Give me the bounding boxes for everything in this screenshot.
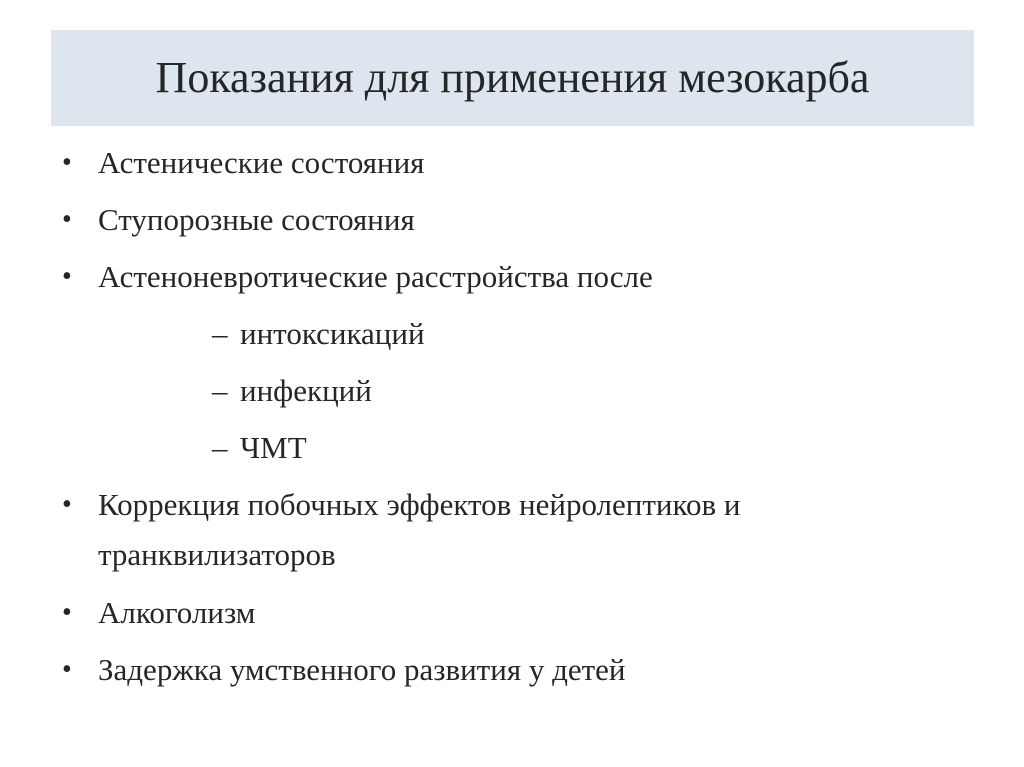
sub-list-item-text: интоксикаций [240,316,425,351]
bullet-icon: • [62,654,72,685]
sub-list-item [0,311,1024,357]
list-item [0,590,1024,636]
list-item-text-continuation: транквилизаторов [98,537,336,572]
list-item-text: Ступорозные состояния [98,202,415,237]
list-item [0,482,1024,528]
bullet-icon: • [62,204,72,235]
list-item-text: Астеноневротические расстройства после [98,259,653,294]
list-item [0,140,1024,186]
sub-list-item [0,425,1024,471]
bullet-icon: • [62,597,72,628]
list-item-text: Задержка умственного развития у детей [98,652,626,687]
dash-icon: – [212,430,228,465]
dash-icon: – [212,373,228,408]
dash-icon: – [212,316,228,351]
bullet-icon: • [62,147,72,178]
slide-title: Показания для применения мезокарба [155,53,870,102]
list-item [0,647,1024,693]
sub-list-item [0,368,1024,414]
list-item [0,197,1024,243]
sub-list-item-text: инфекций [240,373,372,408]
list-item-text: Астенические состояния [98,145,425,180]
list-item-text: Коррекция побочных эффектов нейролептиков и [98,487,741,522]
list-item-continuation [0,532,1024,578]
sub-list-item-text: ЧМТ [240,430,307,465]
bullet-icon: • [62,489,72,520]
bullet-icon: • [62,261,72,292]
list-item-text: Алкоголизм [98,595,256,630]
list-item [0,254,1024,300]
